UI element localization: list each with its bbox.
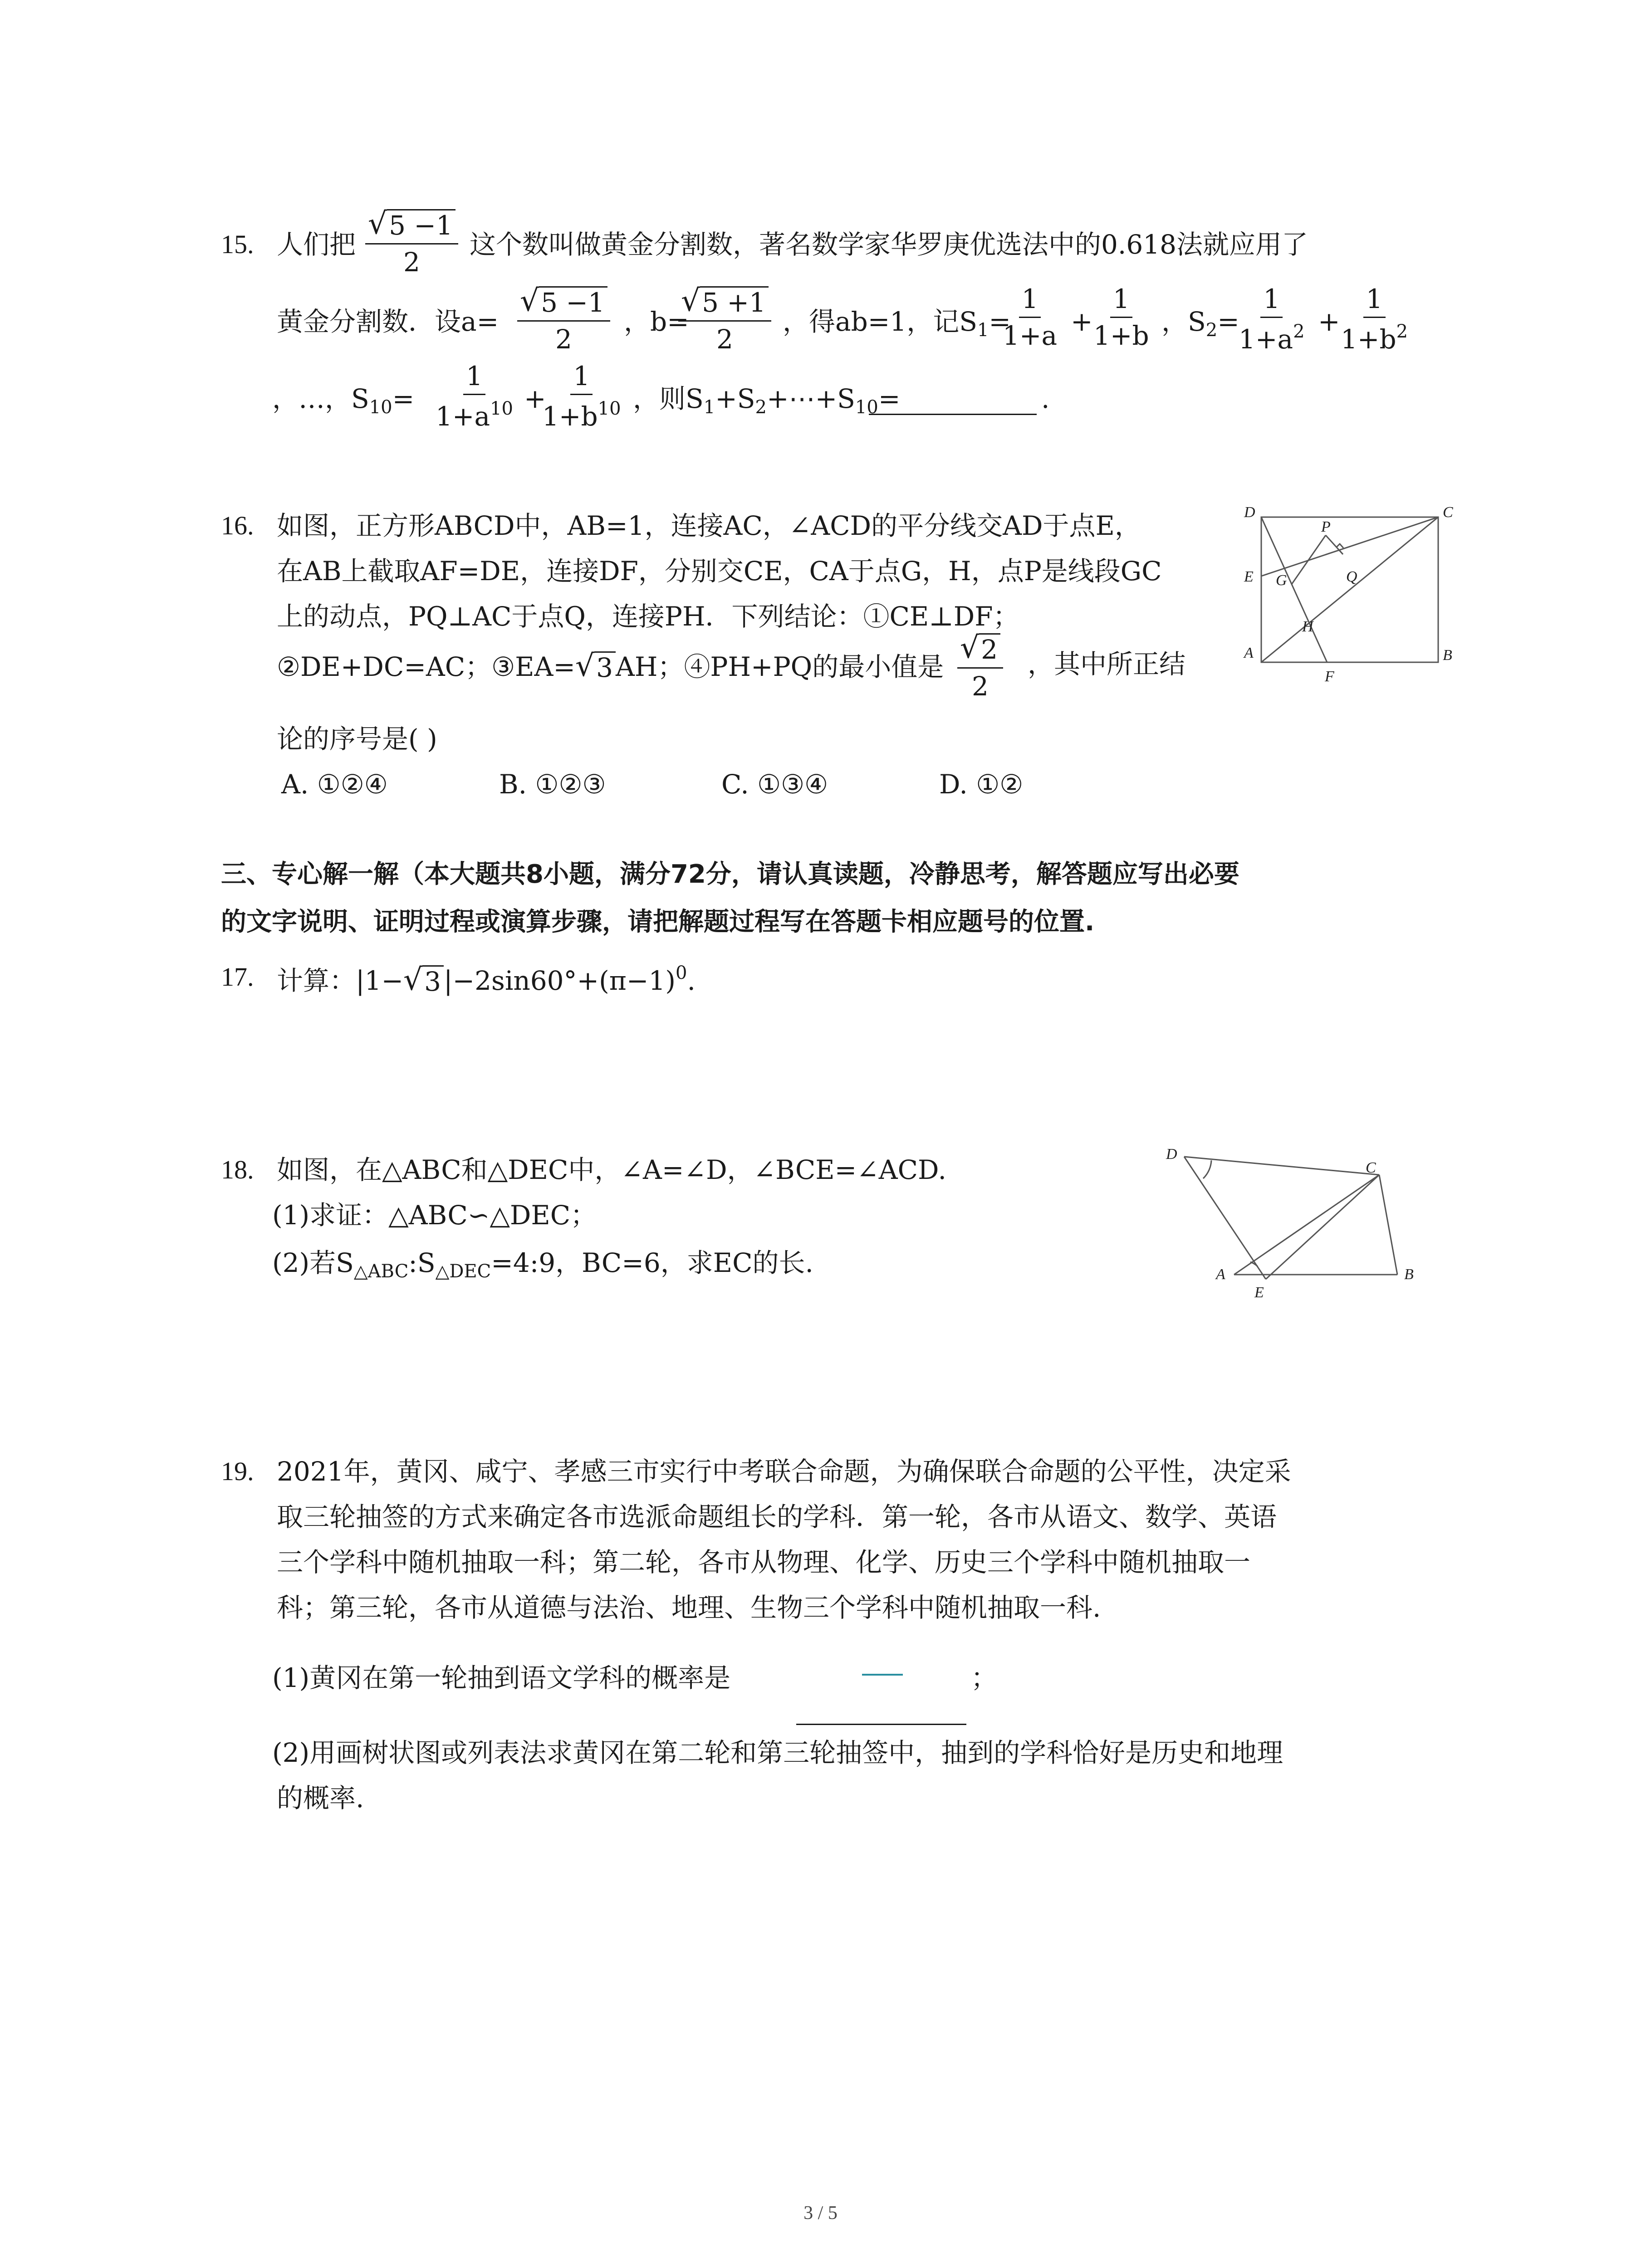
golden-ratio-fraction: √ 5 −1 2 bbox=[365, 209, 458, 275]
q15-text-2a: 黄金分割数．设a= bbox=[277, 306, 499, 337]
q17-number: 17. bbox=[221, 962, 254, 992]
q19-text-1: 2021年，黄冈、咸宁、孝感三市实行中考联合命题，为确保联合命题的公平性，决定采 bbox=[277, 1456, 1291, 1487]
q16-text-3: 上的动点，PQ⊥AC于点Q，连接PH．下列结论：①CE⊥DF； bbox=[277, 601, 1019, 632]
page-number: 3 / 5 bbox=[803, 2203, 838, 2224]
plus-sign: + bbox=[524, 383, 546, 414]
q15-number: 15. bbox=[221, 230, 254, 259]
q15-text-3b: ，则$S_1+S_2+\cdots+S_{10}=$ bbox=[633, 383, 901, 418]
q15-text-1a: 人们把 bbox=[277, 229, 356, 260]
label-b: B bbox=[1443, 647, 1452, 664]
q15-line-3 bbox=[0, 363, 1641, 454]
option-c[interactable]: C. ①③④ bbox=[721, 769, 828, 800]
q18-triangle-figure bbox=[1161, 1143, 1434, 1306]
label-d: D bbox=[1244, 504, 1255, 521]
q16-square-figure bbox=[1234, 503, 1452, 685]
label-d: D bbox=[1166, 1146, 1177, 1163]
s2-term1: $\frac{1}{1+a^2}$ bbox=[1239, 284, 1305, 355]
section3-heading-1: 三、专心解一解（本大题共8小题，满分72分，请认真读题，冷静思考，解答题应写出必要 bbox=[221, 860, 1239, 889]
plus-sign: + bbox=[1071, 306, 1093, 337]
section3-heading-2: 的文字说明、证明过程或演算步骤，请把解题过程写在答题卡相应题号的位置. bbox=[221, 907, 1095, 937]
q16-text-4a: ②DE+DC=AC；③EA= √ 3 AH；④PH+PQ的最小值是 bbox=[277, 648, 944, 683]
plus-sign: + bbox=[1318, 306, 1340, 337]
option-d[interactable]: D. ①② bbox=[939, 769, 1024, 800]
s1-term2: $\frac{1}{1+b}$ bbox=[1093, 284, 1149, 351]
q19-number: 19. bbox=[221, 1457, 254, 1486]
q15-text-3a: ，…，$S_{10}=$ bbox=[272, 383, 415, 418]
q16-options bbox=[0, 762, 1641, 853]
q18-text-3: (2)若$S_{\triangle ABC}:S_{\triangle DEC}=4:9$，BC=6，求EC的长. bbox=[272, 1247, 813, 1282]
q19-line-7 bbox=[0, 1776, 1641, 1867]
q19-text-4: 科；第三轮，各市从道德与法治、地理、生物三个学科中随机抽取一科. bbox=[277, 1592, 1101, 1623]
q17-expression: 计算：|1− √ 3 $|-2\sin 60^\circ+(\pi-1)^0$. bbox=[277, 962, 696, 997]
label-g: G bbox=[1276, 572, 1287, 589]
label-f: F bbox=[1325, 668, 1334, 685]
q18-text-2: (1)求证：△ABC∽△DEC； bbox=[272, 1200, 597, 1231]
s2-term2: $\frac{1}{1+b^2}$ bbox=[1341, 284, 1408, 355]
s1-term1: $\frac{1}{1+a}$ bbox=[1003, 284, 1058, 351]
label-b: B bbox=[1404, 1266, 1414, 1283]
q17-line bbox=[0, 955, 1641, 1046]
label-e: E bbox=[1244, 568, 1254, 585]
q18-text-1: 如图，在△ABC和△DEC中，∠A=∠D，∠BCE=∠ACD. bbox=[277, 1154, 946, 1185]
label-h: H bbox=[1302, 618, 1313, 635]
q15-text-1b: 这个数叫做黄金分割数，著名数学家华罗庚优选法中的0.618法就应用了 bbox=[470, 229, 1308, 260]
q19-text-7: 的概率. bbox=[277, 1783, 364, 1813]
q16-text-2: 在AB上截取AF=DE，连接DF，分别交CE，CA于点G，H，点P是线段GC bbox=[277, 556, 1162, 587]
q16-text-4c: ，其中所正结 bbox=[1028, 649, 1186, 679]
q15-text-2b: ，b= bbox=[624, 306, 689, 337]
label-a: A bbox=[1216, 1266, 1225, 1283]
q19-fraction-bar bbox=[862, 1674, 903, 1676]
a-fraction: √ 5 −1 2 bbox=[517, 286, 610, 352]
q15-period: . bbox=[1041, 383, 1050, 414]
q19-text-2: 取三轮抽签的方式来确定各市选派命题组长的学科．第一轮，各市从语文、数学、英语 bbox=[277, 1501, 1277, 1532]
s10-term2: $\frac{1}{1+b^{10}}$ bbox=[542, 361, 621, 432]
label-a: A bbox=[1244, 645, 1254, 661]
label-p: P bbox=[1321, 518, 1331, 535]
q19-text-3: 三个学科中随机抽取一科；第二轮，各市从物理、化学、历史三个学科中随机抽取一 bbox=[277, 1547, 1251, 1578]
s10-term1: $\frac{1}{1+a^{10}}$ bbox=[436, 361, 513, 432]
label-c: C bbox=[1443, 504, 1453, 521]
q15-text-2c: ，得ab=1，记$S_1=$ bbox=[783, 306, 1011, 341]
q19-text-5a: (1)黄冈在第一轮抽到语文学科的概率是 bbox=[272, 1662, 731, 1693]
option-a[interactable]: A. ①②④ bbox=[281, 769, 388, 800]
q19-text-6: (2)用画树状图或列表法求黄冈在第二轮和第三轮抽签中，抽到的学科恰好是历史和地理 bbox=[272, 1737, 1283, 1768]
label-e: E bbox=[1254, 1284, 1264, 1301]
q15-text-2d: ，$S_2=$ bbox=[1161, 306, 1239, 341]
q16-text-1: 如图，正方形ABCD中，AB=1，连接AC，∠ACD的平分线交AD于点E， bbox=[277, 510, 1141, 541]
q18-number: 18. bbox=[221, 1155, 254, 1184]
q16-text-5: 论的序号是( ) bbox=[277, 723, 437, 754]
option-b[interactable]: B. ①②③ bbox=[499, 769, 606, 800]
q19-text-5b: ； bbox=[971, 1662, 998, 1693]
q19-answer-blank[interactable] bbox=[796, 1687, 966, 1725]
label-c: C bbox=[1366, 1159, 1376, 1176]
label-q: Q bbox=[1346, 568, 1357, 585]
q16-number: 16. bbox=[221, 511, 254, 540]
b-fraction: √ 5 +1 2 bbox=[678, 286, 771, 352]
sqrt2-over-2: √ 2 2 bbox=[957, 633, 1003, 699]
q15-answer-blank[interactable] bbox=[869, 386, 1037, 415]
